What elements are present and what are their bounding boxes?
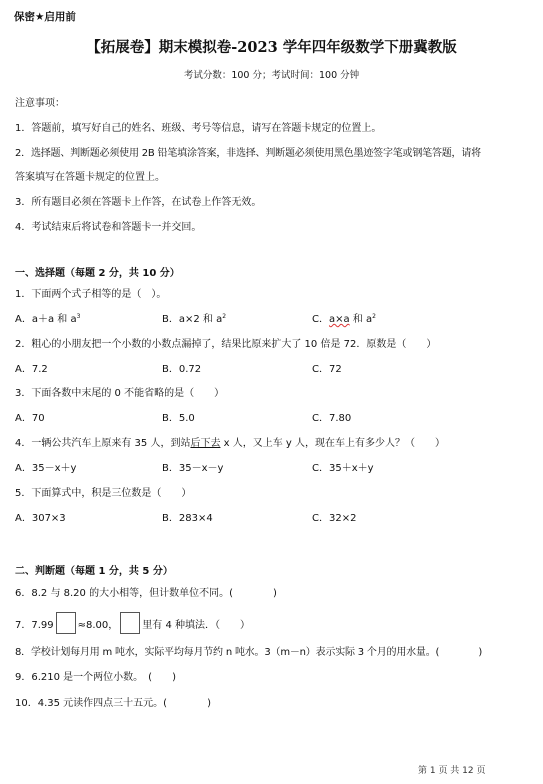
question-1: 1．下面两个式子相等的是（ ）。 (15, 289, 167, 300)
q4-option-a: A．35－x＋y (15, 463, 77, 474)
question-2: 2．粗心的小朋友把一个小数的小数点漏掉了，结果比原来扩大了 10 倍是 72．原数是（ ） (15, 339, 437, 350)
section-2-heading: 二、判断题（每题 1 分，共 5 分） (15, 566, 173, 577)
q3-option-a: A．70 (15, 413, 45, 424)
q2-option-c: C．72 (312, 364, 342, 375)
section-1-heading: 一、选择题（每题 2 分，共 10 分） (15, 268, 180, 279)
question-10: 10．4.35 元读作四点三十五元。( ) (15, 698, 211, 709)
q2-option-b: B．0.72 (162, 364, 202, 375)
note-2-continued: 答案填写在答题卡规定的位置上。 (15, 172, 165, 183)
answer-box (56, 612, 76, 634)
note-4: 4．考试结束后将试卷和答题卡一并交回。 (15, 222, 202, 233)
q5-option-b: B．283×4 (162, 513, 213, 524)
question-9: 9．6.210 是一个两位小数。 ( ) (15, 672, 176, 683)
exam-title: 【拓展卷】期末模拟卷-2023 学年四年级数学下册冀教版 (86, 39, 457, 56)
q1-option-b: B．a×2 和 $a^2$ (162, 313, 227, 325)
question-8: 8．学校计划每月用 m 吨水，实际平均每月节约 n 吨水。3（m－n）表示实际 3 个月的用水量。( ) (15, 647, 483, 658)
question-4: 4．一辆公共汽车上原来有 35 人，到站后下去 x 人，又上车 y 人，现在车上有多少人？（ ） (15, 438, 446, 449)
question-5: 5．下面算式中，积是三位数是（ ） (15, 488, 192, 499)
question-6: 6．8.2 与 8.20 的大小相等，但计数单位不同。( ) (15, 588, 277, 599)
q5-option-a: A．307×3 (15, 513, 66, 524)
q4-option-c: C．35＋x＋y (312, 463, 374, 474)
page-number: 第 1 页 共 12 页 (418, 766, 486, 776)
q1-option-c: C．a×a 和 $a^2$ (312, 313, 376, 325)
exam-subtitle: 考试分数：100 分；考试时间：100 分钟 (183, 70, 360, 81)
q3-option-c: C．7.80 (312, 413, 352, 424)
note-3: 3．所有题目必须在答题卡上作答，在试卷上作答无效。 (15, 197, 262, 208)
answer-box (120, 612, 140, 634)
question-3: 3．下面各数中末尾的 0 不能省略的是（ ） (15, 388, 225, 399)
q5-option-c: C．32×2 (312, 513, 357, 524)
q4-option-b: B．35－x－y (162, 463, 224, 474)
q3-option-b: B．5.0 (162, 413, 195, 424)
note-1: 1．答题前，填写好自己的姓名、班级、考号等信息，请写在答题卡规定的位置上。 (15, 123, 382, 134)
confidential-label: 保密★启用前 (14, 11, 76, 23)
notes-heading: 注意事项： (15, 98, 65, 109)
note-2: 2．选择题、判断题必须使用 2B 铅笔填涂答案，非选择、判断题必须使用黑色墨迹签字笔或钢笔答题，请将 (15, 148, 481, 159)
question-7: 7．7.99 ≈8.00， 里有 4 种填法．（ ） (15, 612, 250, 634)
q1-option-a: A．a＋a 和 $a^3$ (15, 313, 81, 325)
q2-option-a: A．7.2 (15, 364, 48, 375)
